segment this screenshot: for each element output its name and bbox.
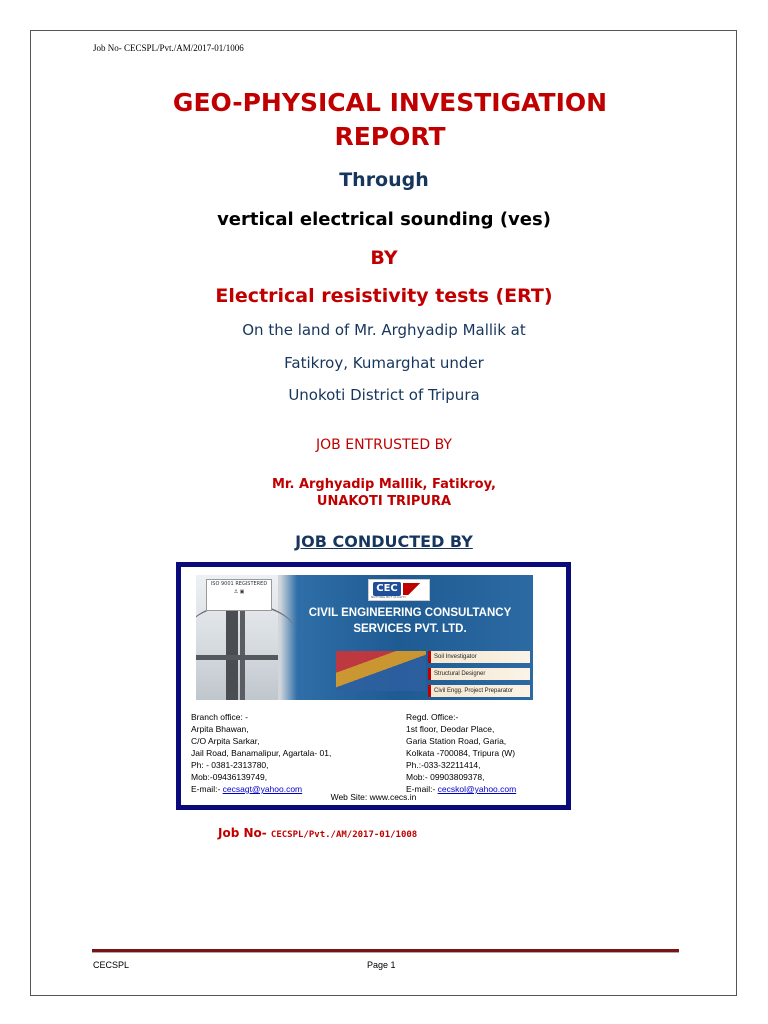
service-item: Soil Investigator [428, 651, 530, 663]
title-line-2: REPORT [334, 122, 446, 151]
certification-logos: ISO 9001 REGISTERED ⚓ ▣ [206, 579, 272, 611]
title-line-1: GEO-PHYSICAL INVESTIGATION [172, 88, 608, 117]
regd-label: Regd. Office:- [406, 712, 459, 722]
job-number-bottom [218, 826, 417, 840]
cec-logo-tagline: NOTHING BUT QUALITY [371, 595, 406, 599]
company-card [176, 562, 571, 810]
client-line-2: UNAKOTI TRIPURA [316, 494, 452, 509]
location-line-3: Unokoti District of Tripura [288, 386, 480, 404]
client-line-1: Mr. Arghyadip Mallik, Fatikroy, [272, 477, 496, 492]
cec-logo-text: CEC [373, 582, 401, 596]
decorative-graphic [336, 651, 426, 691]
service-item: Structural Designer [428, 668, 530, 680]
branch-mobile: Mob:-09436139749, [191, 772, 268, 782]
regd-email-link[interactable]: cecskol@yahoo.com [437, 784, 517, 794]
location-line-1: On the land of Mr. Arghyadip Mallik at [242, 321, 526, 339]
branch-phone: Ph: - 0381-2313780, [191, 760, 269, 770]
footer-rule [92, 949, 679, 953]
report-title [100, 86, 680, 154]
footer-company: CECSPL [93, 960, 130, 970]
branch-email-label: E-mail:- [191, 784, 223, 794]
footer-page-number: Page 1 [367, 960, 396, 970]
company-name-line-2: SERVICES PVT. LTD. [353, 623, 467, 635]
company-name-line-1: CIVIL ENGINEERING CONSULTANCY [308, 607, 512, 619]
through-label: Through [339, 169, 429, 191]
branch-line: Arpita Bhawan, [191, 724, 249, 734]
branch-label: Branch office: - [191, 712, 249, 722]
branch-line: C/O Arpita Sarkar, [191, 736, 260, 746]
tests-label: Electrical resistivity tests (ERT) [215, 285, 553, 307]
job-number-label: Job No- [218, 826, 271, 840]
regd-office-address [406, 711, 516, 795]
branch-line: Jail Road, Banamalipur, Agartala- 01, [191, 748, 332, 758]
branch-email-link[interactable]: cecsagt@yahoo.com [222, 784, 303, 794]
regd-email-label: E-mail:- [406, 784, 438, 794]
method-label: vertical electrical sounding (ves) [217, 209, 551, 230]
regd-line: 1st floor, Deodar Place, [406, 724, 495, 734]
regd-mobile: Mob:- 09903809378, [406, 772, 485, 782]
entrusted-heading: JOB ENTRUSTED BY [316, 437, 452, 453]
cec-logo [368, 579, 430, 601]
by-label: BY [370, 247, 398, 269]
header-job-number: Job No- CECSPL/Pvt./AM/2017-01/1006 [93, 43, 244, 53]
service-item: Civil Engg. Project Preparator [428, 685, 530, 697]
conducted-heading-text: JOB CONDUCTED BY [295, 532, 473, 551]
regd-phone: Ph.:-033-32211414, [406, 760, 481, 770]
website: Web Site: www.cecs.in [330, 792, 417, 802]
location-line-2: Fatikroy, Kumarghat under [284, 354, 484, 372]
cec-logo-mark [403, 583, 425, 595]
regd-line: Garia Station Road, Garia, [406, 736, 507, 746]
cert-text: ISO 9001 REGISTERED [210, 581, 268, 587]
company-banner [196, 575, 533, 700]
branch-office-address [191, 711, 331, 795]
conducted-heading [0, 532, 768, 551]
job-number-code: CECSPL/Pvt./AM/2017-01/1008 [270, 830, 418, 840]
regd-line: Kolkata -700084, Tripura (W) [406, 748, 516, 758]
